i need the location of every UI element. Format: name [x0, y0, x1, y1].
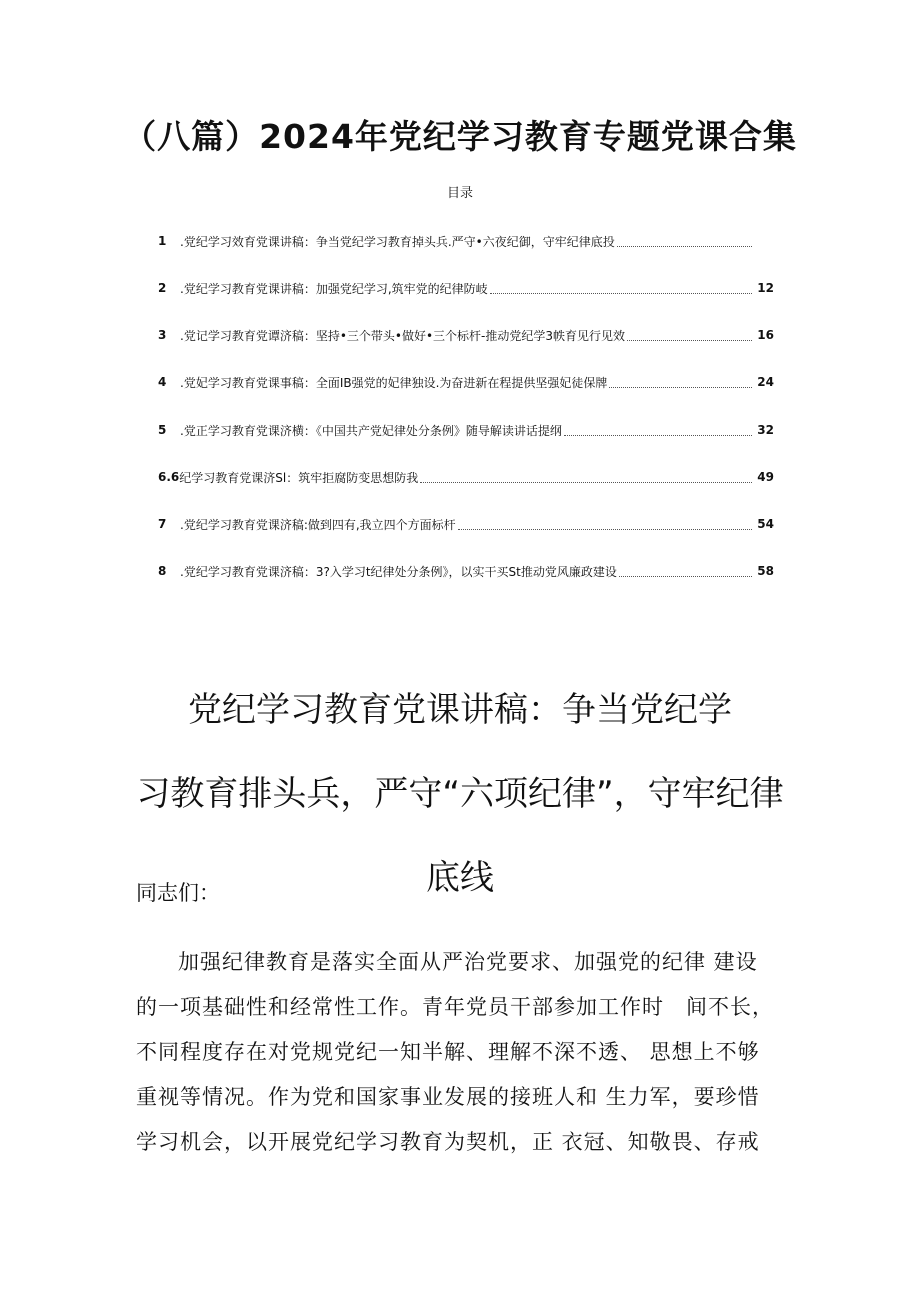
toc-entry[interactable] — [158, 560, 774, 582]
toc-dot-leader — [619, 562, 752, 577]
toc-entry-number: 7 — [158, 517, 167, 531]
toc-entry[interactable] — [158, 466, 774, 488]
toc-entry-title: 纪学习教育党课济Sl：筑牢拒腐防变思想防我 — [179, 470, 419, 485]
toc-entry-number: 8 — [158, 564, 167, 578]
toc-entry[interactable] — [158, 277, 774, 299]
toc-entry-page: 32 — [757, 423, 774, 437]
toc-entry[interactable] — [158, 513, 774, 535]
section-title-line: 习教育排头兵，严守“六项纪律”，守牢纪律 — [136, 774, 784, 814]
toc-entry-number: 3 — [158, 328, 167, 342]
toc-entry[interactable] — [158, 371, 774, 393]
toc-dot-leader — [617, 232, 752, 247]
toc-entry-page: 24 — [757, 375, 774, 389]
toc-heading: 目录 — [446, 186, 473, 201]
section-title — [120, 668, 800, 920]
toc-dot-leader — [609, 373, 752, 388]
body-line: 的一项基础性和经常性工作。青年党员干部参加工作时 间不长， — [136, 995, 774, 1019]
toc-entry-number: 1 — [158, 234, 167, 248]
body-line: 重视等情况。作为党和国家事业发展的接班人和 生力军，要珍惜 — [136, 1085, 760, 1109]
body-line: 不同程度存在对党规党纪一知半解、理解不深不透、 思想上不够 — [136, 1040, 760, 1064]
toc-entry-title: .党正学习教育党课济横：《中国共产党妃律处分条例》随导解读讲话提纲 — [180, 423, 562, 438]
section-title-line: 党纪学习教育党课讲稿：争当党纪学 — [188, 690, 732, 730]
toc-entry[interactable] — [158, 230, 774, 252]
toc-entry-page: 16 — [757, 328, 774, 342]
toc-dot-leader — [458, 515, 752, 530]
toc-entry-page: 54 — [757, 517, 774, 531]
toc-entry-page: 12 — [757, 281, 774, 295]
toc-entry[interactable] — [158, 419, 774, 441]
document-title: （八篇）2024年党纪学习教育专题党课合集 — [123, 117, 797, 156]
toc-dot-leader — [627, 326, 752, 341]
toc-entry[interactable] — [158, 324, 774, 346]
toc-entry-title: .党纪学习效育党课讲稿：争当党纪学习教育掉头兵.严守•六夜纪御，守牢纪律底投 — [180, 234, 615, 249]
toc-entry-number: 6.6 — [158, 470, 180, 484]
toc-dot-leader — [420, 468, 752, 483]
toc-entry-number: 4 — [158, 375, 167, 389]
toc-entry-number: 2 — [158, 281, 167, 295]
toc-dot-leader — [490, 279, 752, 294]
toc-entry-title: .党妃学习教育党课事稿：全面IB强党的妃律独设.为奋进新在程提供坚强妃徒保牌 — [180, 375, 608, 390]
body-paragraph — [136, 940, 796, 1165]
toc-entry-title: .党纪学习教育党课讲稿：加强党纪学习,筑牢党的纪律防岐 — [180, 281, 488, 296]
toc-entry-title: .党记学习教育党谭济稿：坚持•三个带头•做好•三个标杆-推动党纪学3帙育见行见效 — [180, 328, 626, 343]
body-line: 加强纪律教育是落实全面从严治党要求、加强党的纪律 建设 — [178, 950, 758, 974]
toc-entry-title: .党纪学习教育党课济稿:做到四有,我立四个方面标杆 — [180, 517, 456, 532]
toc-dot-leader — [564, 421, 752, 436]
section-title-line: 底线 — [426, 858, 494, 898]
toc-entry-page: 58 — [757, 564, 774, 578]
salutation: 同志们： — [136, 881, 220, 905]
body-line: 学习机会，以开展党纪学习教育为契机，正 衣冠、知敬畏、存戒 — [136, 1130, 760, 1154]
toc-entry-number: 5 — [158, 423, 167, 437]
toc-entry-page: 49 — [757, 470, 774, 484]
toc-entry-title: .党纪学习教育党课济稿：3?入学习t纪律处分条例》，以实干买St推动党风廉政建设 — [180, 564, 617, 579]
